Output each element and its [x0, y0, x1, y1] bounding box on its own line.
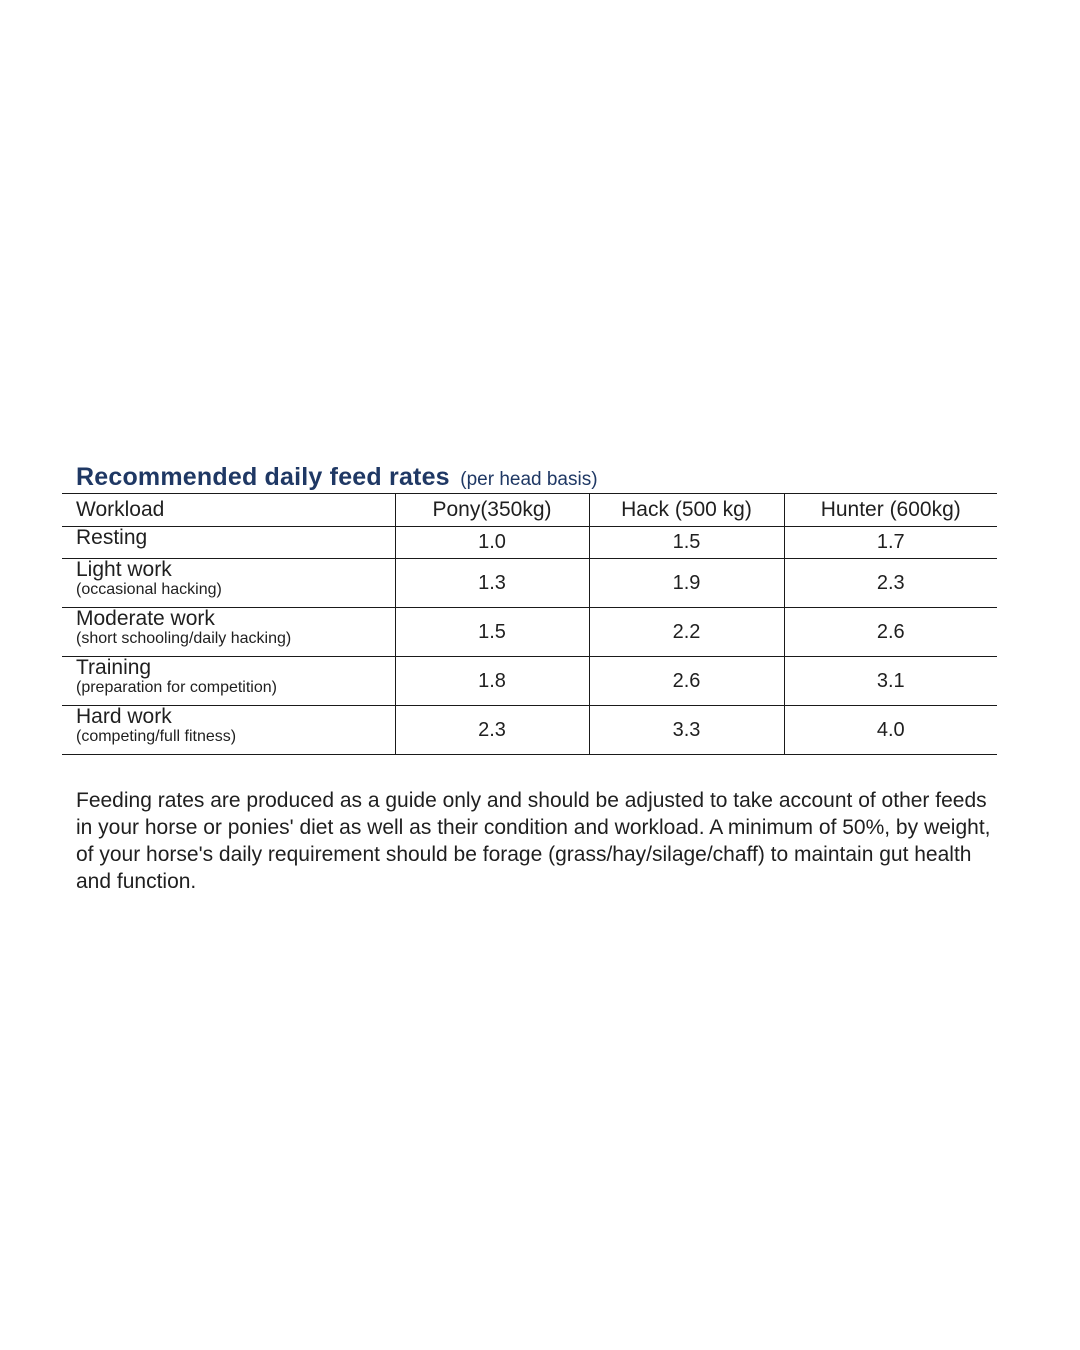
table-row: [62, 657, 997, 706]
hack-value: 2.2: [589, 608, 784, 657]
workload-name: Hard work: [76, 705, 172, 728]
hunter-value: 4.0: [784, 706, 997, 755]
hack-value: 1.9: [589, 559, 784, 608]
header-workload: Workload: [62, 494, 395, 527]
table-header-row: [62, 494, 997, 527]
title-main: Recommended daily feed rates: [76, 463, 450, 491]
feeding-guide-note: Feeding rates are produced as a guide only and should be adjusted to take account of other feeds in your horse or ponies' diet as well as their condition and workload. A minimum of 50%, by weight, of your horse's daily requirement should be forage (grass/hay/silage/chaff) to maintain gut health and function.: [76, 789, 991, 893]
workload-cell: [62, 559, 395, 608]
hack-value: 1.5: [589, 527, 784, 559]
workload-note: (occasional hacking): [76, 581, 222, 598]
workload-name: Moderate work: [76, 607, 215, 630]
title-subtitle: (per head basis): [460, 469, 598, 490]
workload-name: Training: [76, 656, 152, 679]
hunter-value: 1.7: [784, 527, 997, 559]
workload-name: Resting: [76, 526, 148, 549]
pony-value: 2.3: [395, 706, 589, 755]
table-row: [62, 559, 997, 608]
header-hack: Hack (500 kg): [589, 494, 784, 527]
workload-cell: [62, 608, 395, 657]
header-pony: Pony(350kg): [395, 494, 589, 527]
workload-note: (preparation for competition): [76, 679, 277, 696]
table-row: [62, 608, 997, 657]
hunter-value: 2.6: [784, 608, 997, 657]
workload-note: (short schooling/daily hacking): [76, 630, 292, 647]
feed-rates-table: [62, 493, 997, 755]
workload-cell: [62, 657, 395, 706]
workload-note: (competing/full fitness): [76, 728, 237, 745]
hunter-value: 2.3: [784, 559, 997, 608]
section-title: [62, 462, 997, 493]
pony-value: 1.0: [395, 527, 589, 559]
header-hunter: Hunter (600kg): [784, 494, 997, 527]
pony-value: 1.3: [395, 559, 589, 608]
table-row: [62, 706, 997, 755]
hack-value: 2.6: [589, 657, 784, 706]
workload-cell: [62, 706, 395, 755]
table-row: [62, 527, 997, 559]
feed-rates-section: [62, 462, 997, 916]
workload-name: Light work: [76, 558, 172, 581]
pony-value: 1.5: [395, 608, 589, 657]
pony-value: 1.8: [395, 657, 589, 706]
hack-value: 3.3: [589, 706, 784, 755]
workload-cell: [62, 527, 395, 559]
hunter-value: 3.1: [784, 657, 997, 706]
